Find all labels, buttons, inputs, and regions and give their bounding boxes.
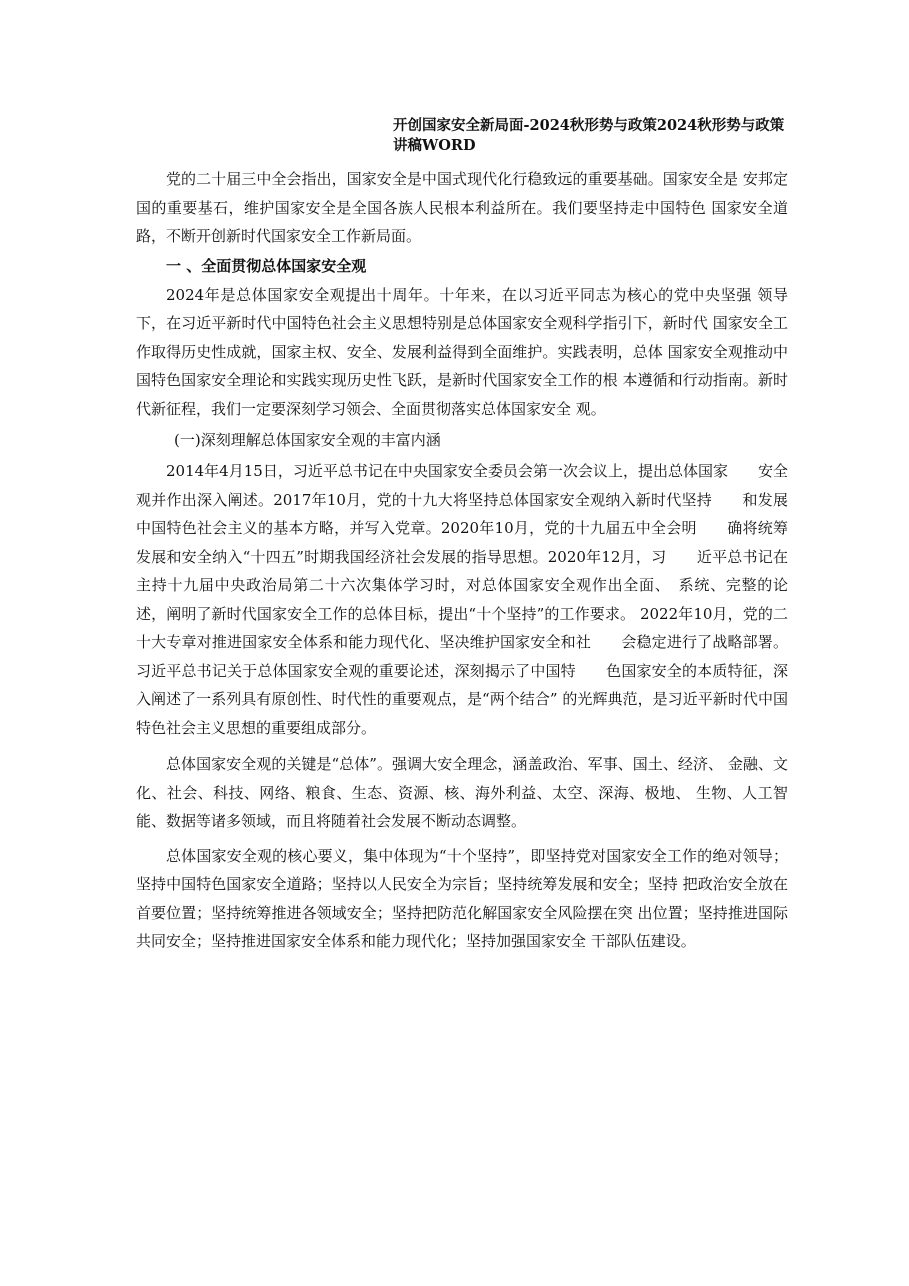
document-body bbox=[136, 165, 788, 956]
document-title: 开创国家安全新局面-2024秋形势与政策2024秋形势与政策讲稿WORD bbox=[393, 117, 785, 154]
paragraph-total: 总体国家安全观的关键是“总体”。强调大安全理念，涵盖政治、军事、国土、经济、 金融、文化、社会、科技、网络、粮食、生态、资源、核、海外利益、太空、深海、极地、 生物、人工智能、数据等诸多领域，而且将随着社会发展不断动态调整。 bbox=[136, 755, 788, 830]
paragraph-history: 2014年4月15日，习近平总书记在中央国家安全委员会第一次会议上，提出总体国家 安全观并作出深入阐述。2017年10月，党的十九大将坚持总体国家安全观纳入新时代坚持 和发展中国特色社会主义的基本方略，并写入党章。2020年10月，党的十九届五中全会明 确将统筹发展和安全纳入“十四五”时期我国经济社会发展的指导思想。2020年12月，习 近平总书记在主持十九届中央政治局第二十六次集体学习时，对总体国家安全观作出全面、 系统、完整的论述，阐明了新时代国家安全工作的总体目标，提出“十个坚持”的工作要求。 2022年10月，党的二十大专章对推进国家安全体系和能力现代化、坚决维护国家安全和社 会稳定进行了战略部署。习近平总书记关于总体国家安全观的重要论述，深刻揭示了中国特 色国家安全的本质特征，深入阐述了一系列具有原创性、时代性的重要观点，是“两个结合” 的光辉典范，是习近平新时代中国特色社会主义思想的重要组成部分。 bbox=[136, 462, 788, 737]
paragraph-spacer bbox=[136, 742, 788, 750]
section-heading-1: 一 、全面贯彻总体国家安全观 bbox=[166, 256, 367, 275]
paragraph-ten-years: 2024年是总体国家安全观提出十周年。十年来，在以习近平同志为核心的党中央坚强 领导下，在习近平新时代中国特色社会主义思想特别是总体国家安全观科学指引下，新时代 国家安全工作取得历史性成就，国家主权、安全、发展利益得到全面维护。实践表明，总体 国家安全观推动中国特色国家安全理论和实践实现历史性飞跃，是新时代国家安全工作的根 本遵循和行动指南。新时代新征程，我们一定要深刻学习领会、全面贯彻落实总体国家安全 观。 bbox=[136, 285, 788, 418]
paragraph-intro: 党的二十届三中全会指出，国家安全是中国式现代化行稳致远的重要基础。国家安全是 安邦定国的重要基石，维护国家安全是全国各族人民根本利益所在。我们要坚持走中国特色 国家安全道路，不断开创新时代国家安全工作新局面。 bbox=[136, 170, 788, 245]
subsection-heading-1: (一)深刻理解总体国家安全观的丰富内涵 bbox=[174, 431, 441, 449]
paragraph-ten-persistences: 总体国家安全观的核心要义，集中体现为“十个坚持”，即坚持党对国家安全工作的绝对领导；坚持中国特色国家安全道路；坚持以人民安全为宗旨；坚持统筹发展和安全；坚持 把政治安全放在首要位置；坚持统筹推进各领域安全；坚持把防范化解国家安全风险摆在突 出位置；坚持推进国际共同安全；坚持推进国家安全体系和能力现代化；坚持加强国家安全 干部队伍建设。 bbox=[136, 846, 788, 950]
